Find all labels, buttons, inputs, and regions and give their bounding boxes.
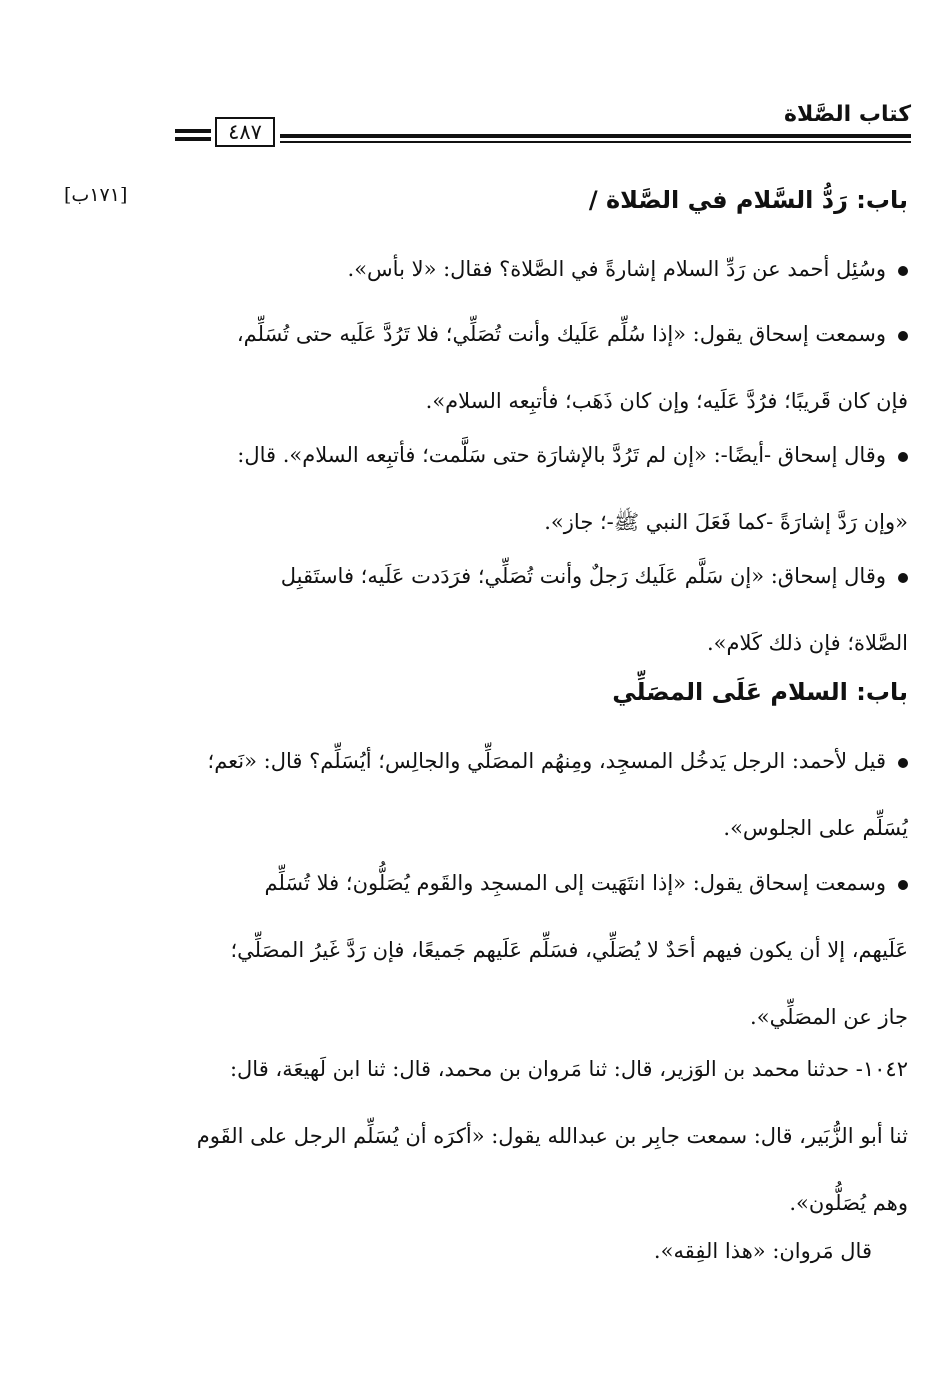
paragraph-line bbox=[162, 543, 908, 610]
paragraph-1 bbox=[162, 236, 908, 303]
paragraph-line bbox=[162, 728, 908, 795]
paragraph-2 bbox=[162, 301, 908, 435]
page-header bbox=[175, 100, 911, 150]
paragraph-line bbox=[162, 1103, 908, 1170]
line-text: فإن كان قَريبًا؛ فرُدَّ عَلَيه؛ وإن كان ذَهَب؛ فأتبِعه السلام». bbox=[425, 389, 908, 413]
paragraph-5 bbox=[162, 728, 908, 862]
header-rule-thin bbox=[280, 141, 911, 143]
paragraph-line bbox=[162, 610, 908, 677]
bullet-icon bbox=[898, 331, 908, 341]
line-text: يُسَلِّم على الجلوس». bbox=[723, 816, 908, 840]
paragraph-line bbox=[162, 1036, 908, 1103]
paragraph-line bbox=[162, 301, 908, 368]
bullet-icon bbox=[898, 758, 908, 768]
header-rule bbox=[280, 134, 911, 138]
book-title: كتاب الصَّلاة bbox=[784, 102, 911, 127]
manuscript-folio-ref: [١٧١ب] bbox=[64, 184, 128, 206]
bullet-icon bbox=[898, 452, 908, 462]
line-text: ١٠٤٢- حدثنا محمد بن الوَزير، قال: ثنا مَروان بن محمد، قال: ثنا ابن لَهيعَة، قال: bbox=[229, 1057, 908, 1081]
paragraph-7 bbox=[162, 1036, 908, 1237]
paragraph-line bbox=[162, 422, 908, 489]
paragraph-8 bbox=[162, 1218, 872, 1285]
section-heading-2: باب: السلام عَلَى المصَلِّي bbox=[612, 678, 908, 706]
paragraph-4 bbox=[162, 543, 908, 677]
line-text: وقال إسحاق: «إن سَلَّم عَلَيك رَجلٌ وأنت تُصَلِّي؛ فرَدَدت عَلَيه؛ فاستَقبِل bbox=[280, 564, 886, 588]
line-text: الصَّلاة؛ فإن ذلك كَلام». bbox=[706, 631, 908, 655]
line-text: وسمعت إسحاق يقول: «إذا انتَهَيت إلى المسجِد والقَوم يُصَلُّون؛ فلا تُسَلِّم bbox=[264, 871, 886, 895]
line-text: قيل لأحمد: الرجل يَدخُل المسجِد، ومِنهُم المصَلِّي والجالِس؛ أيُسَلِّم؟ قال: «نَعم؛ bbox=[207, 749, 886, 773]
paragraph-line bbox=[162, 236, 908, 303]
bullet-icon bbox=[898, 880, 908, 890]
header-rule-left bbox=[175, 129, 211, 133]
header-rule-left-2 bbox=[175, 137, 211, 141]
line-text: عَلَيهم، إلا أن يكون فيهم أحَدٌ لا يُصَلِّي، فسَلِّم عَلَيهم جَميعًا، فإن رَدَّ غَيرُ المصَلِّي؛ bbox=[230, 938, 908, 962]
line-text: وقال إسحاق -أيضًا-: «إن لم تَرُدَّ بالإشارَة حتى سَلَّمت؛ فأتبِعه السلام». قال: bbox=[237, 443, 886, 467]
line-text: جاز عن المصَلِّي». bbox=[750, 1005, 908, 1029]
paragraph-line bbox=[162, 917, 908, 984]
paragraph-line bbox=[162, 850, 908, 917]
line-text: وسمعت إسحاق يقول: «إذا سُلِّم عَلَيك وأنت تُصَلِّي؛ فلا تَرُدَّ عَلَيه حتى تُسَلِّم، bbox=[236, 322, 886, 346]
paragraph-line bbox=[162, 1218, 872, 1285]
line-text: وسُئِل أحمد عن رَدِّ السلام إشارةً في الصَّلاة؟ فقال: «لا بأس». bbox=[347, 257, 886, 281]
line-text: ثنا أبو الزُّبَير، قال: سمعت جابِر بن عبدالله يقول: «أكرَه أن يُسَلِّم الرجل على القَوم bbox=[196, 1124, 908, 1148]
line-text: وهم يُصَلُّون». bbox=[789, 1191, 908, 1215]
bullet-icon bbox=[898, 573, 908, 583]
bullet-icon bbox=[898, 266, 908, 276]
page-number: ٤٨٧ bbox=[215, 117, 275, 147]
paragraph-6 bbox=[162, 850, 908, 1051]
section-heading-1: باب: رَدُّ السَّلام في الصَّلاة / bbox=[588, 186, 908, 214]
line-text: «وإن رَدَّ إشارَةً -كما فَعَلَ النبي ﷺ-؛ جاز». bbox=[544, 510, 908, 534]
paragraph-3 bbox=[162, 422, 908, 556]
line-text: قال مَروان: «هذا الفِقه». bbox=[653, 1239, 872, 1263]
